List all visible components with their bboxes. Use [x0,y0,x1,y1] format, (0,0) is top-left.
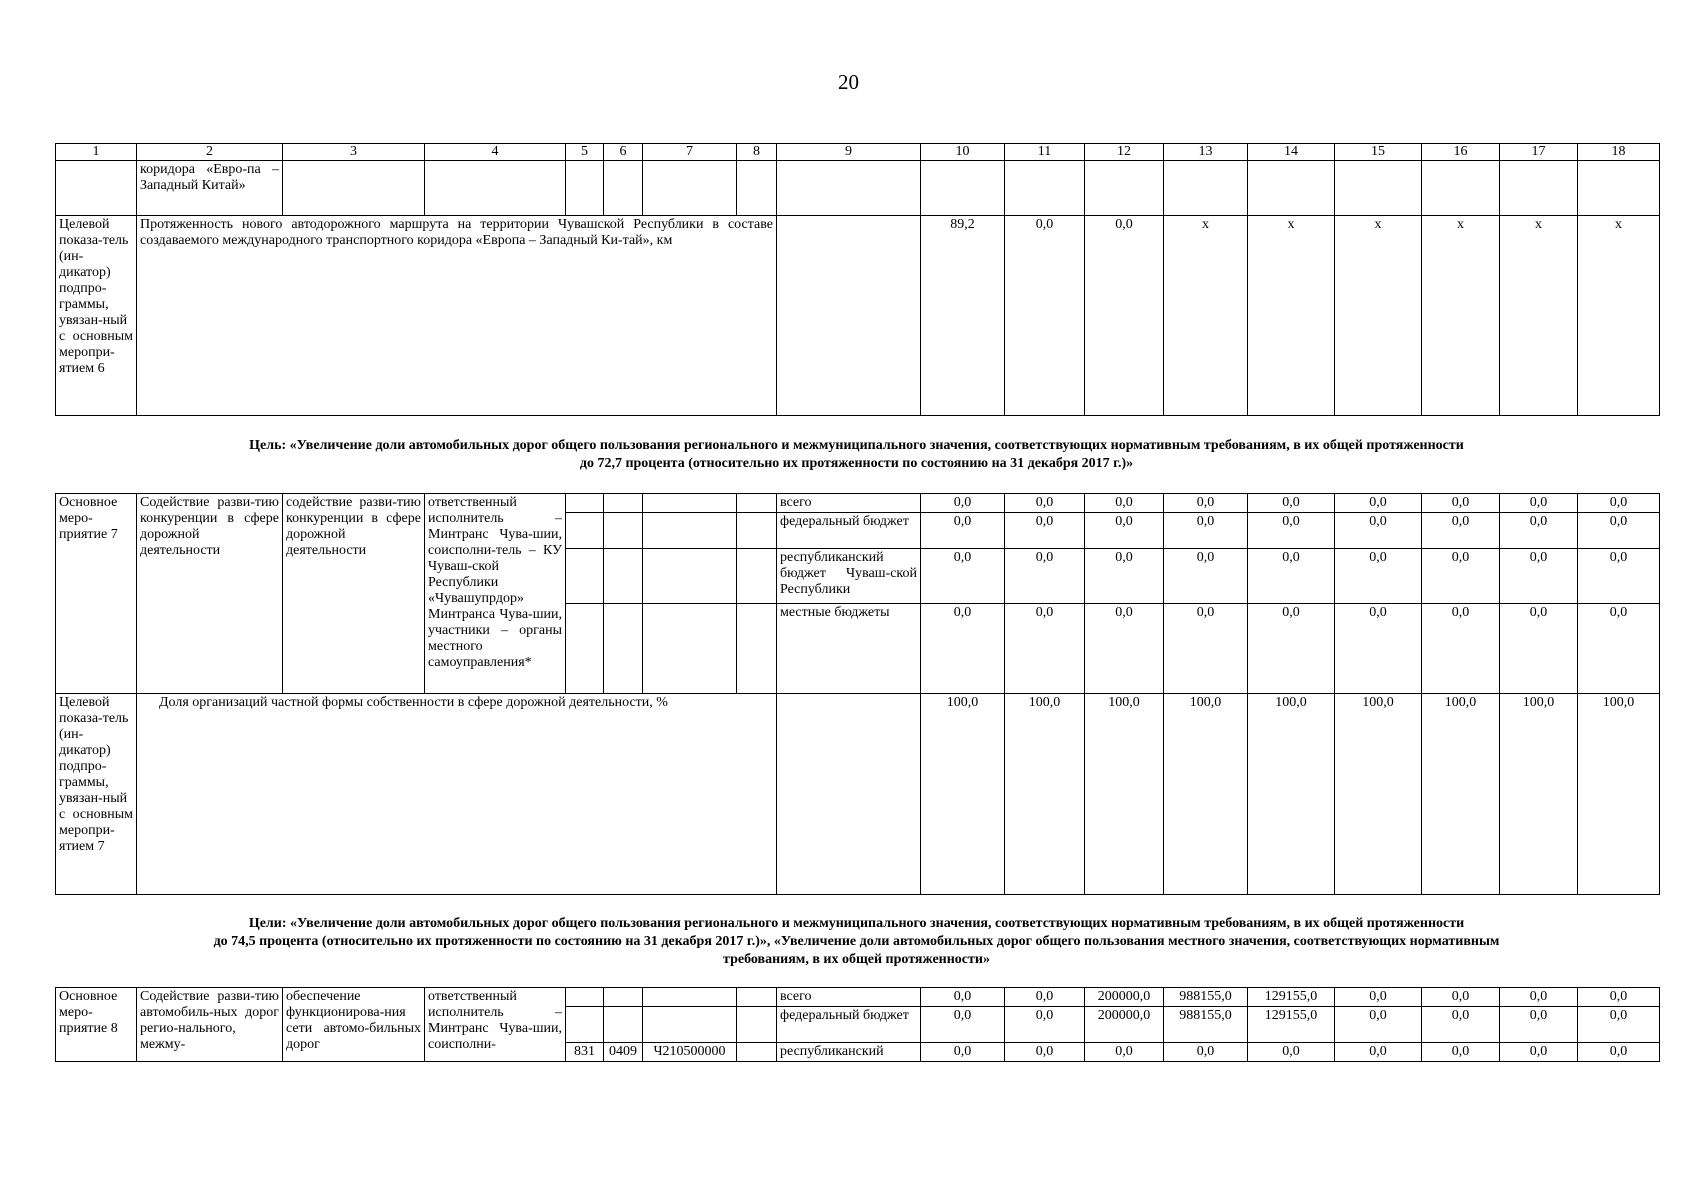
value-cell: 100,0 [1500,694,1578,895]
value-cell: 0,0 [1578,494,1660,513]
indicator-label: Целевой показа-тель (ин-дикатор) подпро-граммы, увязан-ный с основным меропри-ятием 7 [56,694,137,895]
value-cell: 0,0 [1422,1043,1500,1062]
indicator-text: Доля организаций частной формы собственности в сфере дорожной деятельности, % [137,694,777,895]
funding-source: местные бюджеты [777,604,921,694]
table-row [56,988,1660,1007]
goal-heading-2: Цели: «Увеличение доли автомобильных дорог общего пользования регионального и межмуниципального значения, соответствующих нормативным требованиям, в их общей протяженности до 74,5 процента (относительно их протяженности по состоянию на 31 декабря 2017 г.)», «Увеличение доли автомобильных дорог общего пользования местного значения, соответствующих нормативным требованиям, в их общей протяженности» [213,916,1500,967]
value-cell: 0,0 [1422,494,1500,513]
value-cell: x [1578,216,1660,416]
value-cell: 129155,0 [1248,988,1335,1007]
value-cell: 200000,0 [1085,988,1164,1007]
col-header: 11 [1005,144,1085,161]
table-row [56,694,1660,895]
code-cell [566,1007,604,1043]
col-header: 18 [1578,144,1660,161]
value-cell: 0,0 [1085,549,1164,604]
value-cell: 0,0 [1335,988,1422,1007]
value-cell: 100,0 [1578,694,1660,895]
value-cell: 0,0 [1085,513,1164,549]
table-row [56,161,1660,216]
value-cell: 129155,0 [1248,1007,1335,1043]
column-header-row [56,144,1660,161]
table-measure-6 [55,143,1660,416]
value-cell: 0,0 [1335,494,1422,513]
value-cell: 0,0 [921,549,1005,604]
value-cell: 0,0 [921,604,1005,694]
funding-source: всего [777,494,921,513]
value-cell: 0,0 [1248,1043,1335,1062]
funding-source: республиканский [777,1043,921,1062]
value-cell: x [1248,216,1335,416]
value-cell: 0,0 [1422,1007,1500,1043]
col-header: 1 [56,144,137,161]
measure-label: Основное меро-приятие 7 [56,494,137,694]
value-cell: 100,0 [1248,694,1335,895]
value-cell: 988155,0 [1164,988,1248,1007]
value-cell: 100,0 [921,694,1005,895]
value-cell: 0,0 [1335,1007,1422,1043]
value-cell: 0,0 [1085,1043,1164,1062]
measure-description: обеспечение функционирова-ния сети автомо-бильных дорог [283,988,425,1062]
value-cell: 0,0 [1005,549,1085,604]
value-cell: 0,0 [1422,988,1500,1007]
col-header: 12 [1085,144,1164,161]
value-cell: 0,0 [1005,216,1085,416]
value-cell: 100,0 [1005,694,1085,895]
col-header: 16 [1422,144,1500,161]
value-cell: 0,0 [1164,549,1248,604]
value-cell: x [1500,216,1578,416]
value-cell: 0,0 [1248,604,1335,694]
table-measure-8 [55,987,1660,1062]
value-cell: 0,0 [921,988,1005,1007]
value-cell: 0,0 [1500,549,1578,604]
measure-label: Основное меро-приятие 8 [56,988,137,1062]
value-cell: 0,0 [1248,513,1335,549]
col-header: 2 [137,144,283,161]
code-cell [604,1007,643,1043]
code-cell [566,988,604,1007]
value-cell: x [1164,216,1248,416]
measure-description: содействие разви-тию конкуренции в сфере дорожной деятельности [283,494,425,694]
indicator-label: Целевой показа-тель (ин-дикатор) подпро-граммы, увязан-ный с основным меропри-ятием 6 [56,216,137,416]
value-cell: 100,0 [1422,694,1500,895]
col-header: 15 [1335,144,1422,161]
value-cell: 0,0 [1248,549,1335,604]
value-cell: 100,0 [1335,694,1422,895]
value-cell: 0,0 [1578,988,1660,1007]
code-cell [643,988,737,1007]
value-cell: 0,0 [1500,1007,1578,1043]
value-cell: 0,0 [1005,1043,1085,1062]
value-cell: 0,0 [1500,513,1578,549]
table-row [56,494,1660,513]
col-header: 14 [1248,144,1335,161]
value-cell: x [1422,216,1500,416]
funding-source: федеральный бюджет [777,1007,921,1043]
measure-executor: ответственный исполнитель – Минтранс Чува-шии, соисполни- [425,988,566,1062]
code-cell: 831 [566,1043,604,1062]
col-header: 9 [777,144,921,161]
col-header: 10 [921,144,1005,161]
value-cell: 0,0 [1422,513,1500,549]
value-cell: 100,0 [1085,694,1164,895]
value-cell: 0,0 [1164,513,1248,549]
funding-source: всего [777,988,921,1007]
value-cell: x [1335,216,1422,416]
measure-name-continuation: коридора «Евро-па – Западный Китай» [137,161,283,216]
value-cell: 0,0 [1085,494,1164,513]
value-cell: 0,0 [1005,988,1085,1007]
value-cell: 0,0 [921,1007,1005,1043]
value-cell: 0,0 [1578,513,1660,549]
value-cell: 0,0 [1005,604,1085,694]
value-cell: 0,0 [1164,494,1248,513]
value-cell: 0,0 [1085,216,1164,416]
col-header: 6 [604,144,643,161]
value-cell: 0,0 [1500,604,1578,694]
value-cell: 0,0 [1085,604,1164,694]
value-cell: 0,0 [1164,1043,1248,1062]
table-measure-7 [55,493,1660,895]
value-cell: 100,0 [1164,694,1248,895]
col-header: 3 [283,144,425,161]
value-cell: 0,0 [1005,494,1085,513]
code-cell: 0409 [604,1043,643,1062]
value-cell: 0,0 [921,1043,1005,1062]
value-cell: 0,0 [1335,513,1422,549]
value-cell: 0,0 [1005,513,1085,549]
value-cell: 200000,0 [1085,1007,1164,1043]
measure-name: Содействие разви-тию конкуренции в сфере дорожной деятельности [137,494,283,694]
value-cell: 0,0 [921,494,1005,513]
value-cell: 0,0 [1578,604,1660,694]
code-cell [643,1007,737,1043]
value-cell: 0,0 [921,513,1005,549]
measure-executor: ответственный исполнитель – Минтранс Чува-шии, соисполни-тель – КУ Чуваш-ской Республики «Чувашупрдор» Минтранса Чува-шии, участники – органы местного самоуправления* [425,494,566,694]
goal-heading-1: Цель: «Увеличение доли автомобильных дорог общего пользования регионального и межмуниципального значения, соответствующих нормативным требованиям, в их общей протяженности до 72,7 процента (относительно их протяженности по состоянию на 31 декабря 2017 г.)» [249,438,1464,471]
col-header: 8 [737,144,777,161]
funding-source: федеральный бюджет [777,513,921,549]
funding-source: республиканский бюджет Чуваш-ской Республики [777,549,921,604]
value-cell: 0,0 [1335,549,1422,604]
value-cell: 0,0 [1005,1007,1085,1043]
col-header: 13 [1164,144,1248,161]
col-header: 7 [643,144,737,161]
value-cell: 0,0 [1335,604,1422,694]
value-cell: 0,0 [1578,1043,1660,1062]
indicator-text: Протяженность нового автодорожного маршрута на территории Чувашской Республики в составе создаваемого международного транспортного коридора «Европа – Западный Ки-тай», км [137,216,777,416]
value-cell: 0,0 [1164,604,1248,694]
value-cell: 0,0 [1422,549,1500,604]
value-cell: 0,0 [1578,549,1660,604]
value-cell: 0,0 [1500,988,1578,1007]
measure-name: Содействие разви-тию автомобиль-ных дорог регио-нального, межму- [137,988,283,1062]
col-header: 4 [425,144,566,161]
code-cell [604,988,643,1007]
page-number: 20 [838,70,859,94]
value-cell: 0,0 [1422,604,1500,694]
value-cell: 89,2 [921,216,1005,416]
value-cell: 0,0 [1500,1043,1578,1062]
value-cell: 0,0 [1335,1043,1422,1062]
value-cell: 0,0 [1248,494,1335,513]
value-cell: 0,0 [1578,1007,1660,1043]
code-cell: Ч210500000 [643,1043,737,1062]
col-header: 17 [1500,144,1578,161]
col-header: 5 [566,144,604,161]
value-cell: 988155,0 [1164,1007,1248,1043]
table-row [56,216,1660,416]
value-cell: 0,0 [1500,494,1578,513]
